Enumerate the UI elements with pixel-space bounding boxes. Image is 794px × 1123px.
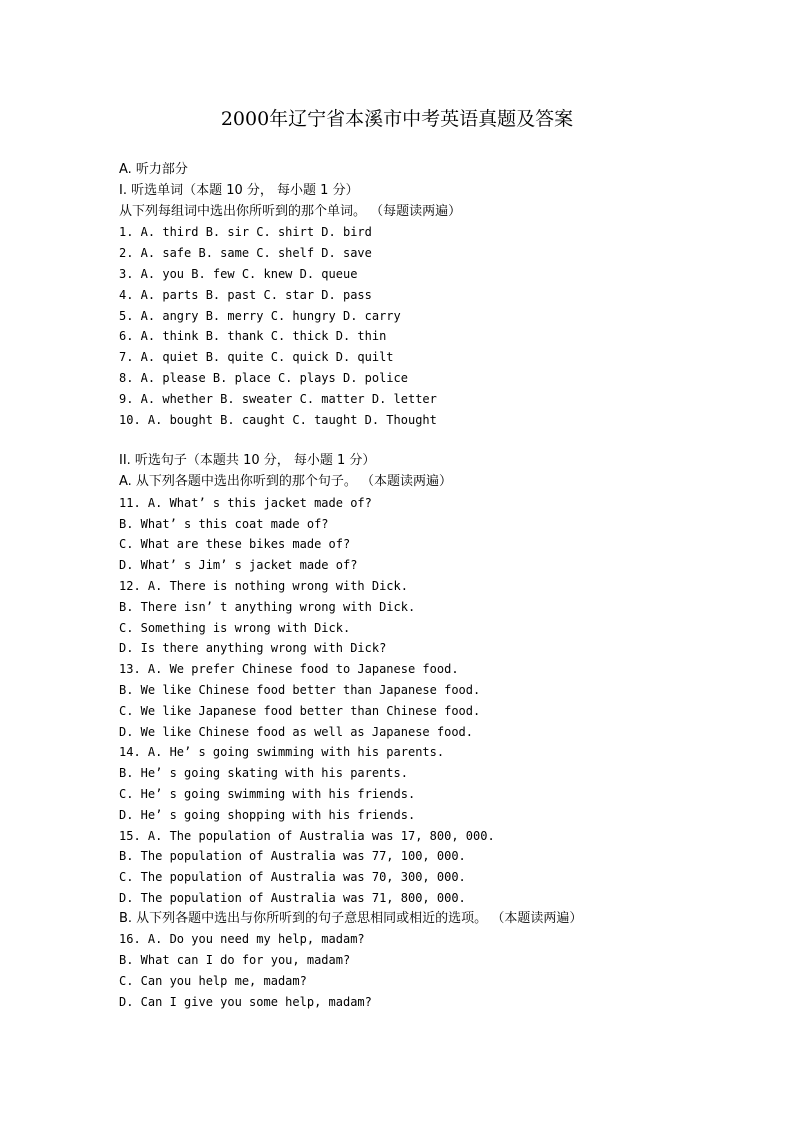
option-line: D. We like Chinese food as well as Japanese food. — [119, 724, 474, 739]
option-line: 11. A. What’ s this jacket made of? — [119, 495, 372, 510]
section1-heading: I. 听选单词（本题 10 分， 每小题 1 分） — [119, 182, 359, 198]
question-line: 2. A. safe B. same C. shelf D. save — [119, 246, 372, 261]
option-line: B. There isn’ t anything wrong with Dick. — [119, 599, 416, 614]
option-line: B. We like Chinese food better than Japanese food. — [119, 682, 481, 697]
option-line: B. He’ s going skating with his parents. — [119, 766, 408, 781]
question-line: 10. A. bought B. caught C. taught D. Thought — [119, 412, 437, 427]
document-body — [119, 160, 759, 1013]
section1-instruction: 从下列每组词中选出你所听到的那个单词。 （每题读两遍） — [119, 203, 462, 219]
question-line: 3. A. you B. few C. knew D. queue — [119, 266, 358, 281]
question-line: 1. A. third B. sir C. shirt D. bird — [119, 225, 372, 240]
page-title: 2000年辽宁省本溪市中考英语真题及答案 — [220, 108, 574, 130]
option-line: D. What’ s Jim’ s jacket made of? — [119, 558, 358, 573]
option-line: 15. A. The population of Australia was 17, 800, 000. — [119, 828, 495, 843]
question-line: 6. A. think B. thank C. thick D. thin — [119, 329, 387, 344]
option-line: B. What’ s this coat made of? — [119, 516, 329, 531]
section2-heading: II. 听选句子（本题共 10 分， 每小题 1 分） — [119, 453, 376, 469]
option-line: C. What are these bikes made of? — [119, 537, 351, 552]
option-line: 13. A. We prefer Chinese food to Japanese food. — [119, 662, 459, 677]
option-line: D. Is there anything wrong with Dick? — [119, 641, 387, 656]
option-line: 16. A. Do you need my help, madam? — [119, 932, 365, 947]
option-line: C. He’ s going swimming with his friends. — [119, 786, 416, 801]
option-line: B. The population of Australia was 77, 100, 000. — [119, 849, 466, 864]
question-line: 7. A. quiet B. quite C. quick D. quilt — [119, 350, 394, 365]
option-line: D. Can I give you some help, madam? — [119, 994, 372, 1009]
option-line: C. Something is wrong with Dick. — [119, 620, 351, 635]
part-a-heading: A. 听力部分 — [119, 162, 188, 177]
section2-sub-b-instruction: B. 从下列各题中选出与你所听到的句子意思相同或相近的选项。 （本题读两遍） — [119, 910, 583, 926]
option-line: C. The population of Australia was 70, 300, 000. — [119, 870, 466, 885]
option-line: 14. A. He’ s going swimming with his parents. — [119, 745, 445, 760]
section-spacer — [119, 430, 759, 451]
option-line: D. He’ s going shopping with his friends. — [119, 807, 416, 822]
option-line: C. Can you help me, madam? — [119, 974, 307, 989]
option-line: 12. A. There is nothing wrong with Dick. — [119, 578, 408, 593]
option-line: C. We like Japanese food better than Chinese food. — [119, 703, 481, 718]
question-line: 8. A. please B. place C. plays D. police — [119, 370, 408, 385]
option-line: B. What can I do for you, madam? — [119, 953, 351, 968]
question-line: 9. A. whether B. sweater C. matter D. letter — [119, 391, 437, 406]
question-line: 5. A. angry B. merry C. hungry D. carry — [119, 308, 401, 323]
option-line: D. The population of Australia was 71, 800, 000. — [119, 890, 466, 905]
question-line: 4. A. parts B. past C. star D. pass — [119, 287, 372, 302]
section2-sub-a-instruction: A. 从下列各题中选出你听到的那个句子。 （本题读两遍） — [119, 473, 453, 489]
